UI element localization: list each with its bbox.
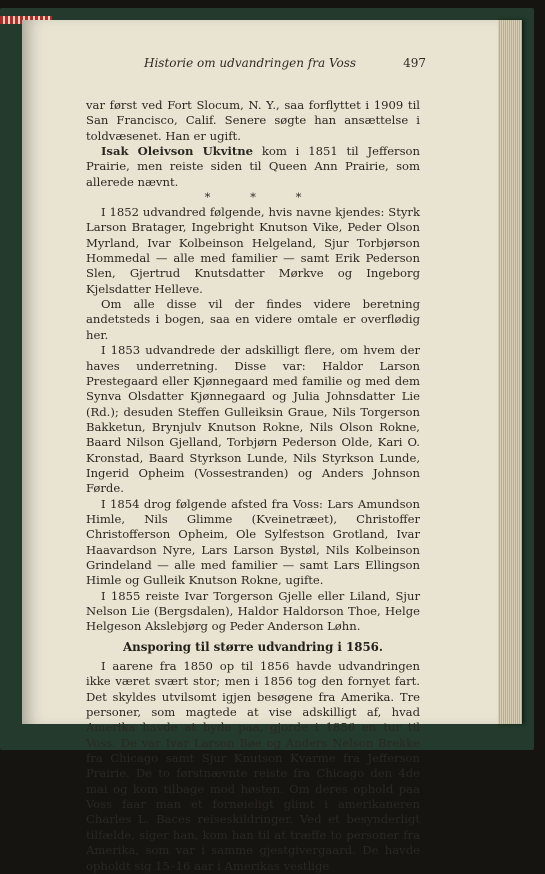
paragraph: I 1854 drog følgende afsted fra Voss: Lars Amundson Himle, Nils Glimme (Kveinetræet), Christoffer Christofferson Opheim, Ole Sylfestson Grotland, Ivar Haavardson Nyre, Lars Larson Bystøl, Nils Kolbeinson Grindeland — alle med familier — samt Lars Ellingson Himle og Gulleik Knutson Rokne, ugifte. (86, 496, 420, 588)
page-number: 497 (403, 56, 426, 70)
person-name: Isak Oleivson Ukvitne (101, 144, 254, 159)
page-edges (496, 20, 522, 724)
paragraph: var først ved Fort Slocum, N. Y., saa forflyttet i 1909 til San Francisco, Calif. Senere søgte han ansættelse i toldvæsenet. Han er ugift. (86, 98, 420, 143)
section-heading: Ansporing til større udvandring i 1856. (123, 639, 383, 654)
paragraph: I 1853 udvandrede der adskilligt flere, om hvem der haves underretning. Disse var: Haldor Larson Prestegaard eller Kjønnegaard med familie og med dem Synva Olsdatter Kjønnegaard og Julia Johnsdatter Lie (Rd.); desuden Steffen Gulleiksin Graue, Nils Torgerson Bakketun, Brynjulv Knutson Rokne, Nils Olson Rokne, Baard Nilson Gjelland, Torbjørn Pederson Olde, Kari O. Kronstad, Baard Styrkson Lunde, Nils Styrkson Lunde, Ingerid Opheim (Vossestranden) og Anders Johnson Førde. (86, 343, 420, 496)
paragraph: I 1852 udvandred følgende, hvis navne kjendes: Styrk Larson Bratager, Ingebright Knutson Vike, Peder Olson Myrland, Ivar Kolbeinson Helgeland, Sjur Torbjørson Hommedal — alle med familier — samt Erik Pederson Slen, Gjertrud Knutsdatter Mørkve og Ingeborg Kjelsdatter Helleve. (86, 205, 420, 296)
paragraph: I aarene fra 1850 op til 1856 havde udvandringen ikke været svært stor; men i 1856 tog den fornyet fart. Det skyldes utvilsomt igjen besøgene fra Amerika. Tre personer, som magtede at vise adskilligt af, hvad Amerika havde at byde paa, gjorde i 1856 en tur til Voss. De var Ivar Larson Bøe og Anders Nelson Brekke fra Chicago samt Sjur Knutson Kvarme fra Jefferson Prairie. De to førstnævnte reiste fra Chicago den 4de mai og kom tilbage mod høsten. Om deres ophold paa Voss faar man et fornøieligt glimt i amerikaneren Charles L. Baces reiseskildringer. Ved et besynderligt tilfælde, siger han, kom han til at træffe to personer fra Amerika, som var i samme gjestgivergaard. De havde opholdt sig 15–16 aar i Amerikas vestlige (86, 659, 420, 873)
running-head-title: Historie om udvandringen fra Voss (144, 56, 357, 70)
body-text (86, 98, 420, 874)
paragraph-text: kom i 1851 til Jefferson Prairie, men reiste siden til Queen Ann Prairie, som allerede nævnt. (86, 144, 420, 189)
paragraph (86, 144, 420, 190)
paragraph: I 1855 reiste Ivar Torgerson Gjelle eller Liland, Sjur Nelson Lie (Bergsdalen), Haldor Haldorson Thoe, Helge Helgeson Akslebjørg og Peder Anderson Løhn. (86, 588, 420, 634)
section-separator: * * * (204, 190, 320, 205)
paragraph: Om alle disse vil der findes videre beretning andetsteds i bogen, saa en videre omtale er overflødig her. (86, 297, 420, 342)
